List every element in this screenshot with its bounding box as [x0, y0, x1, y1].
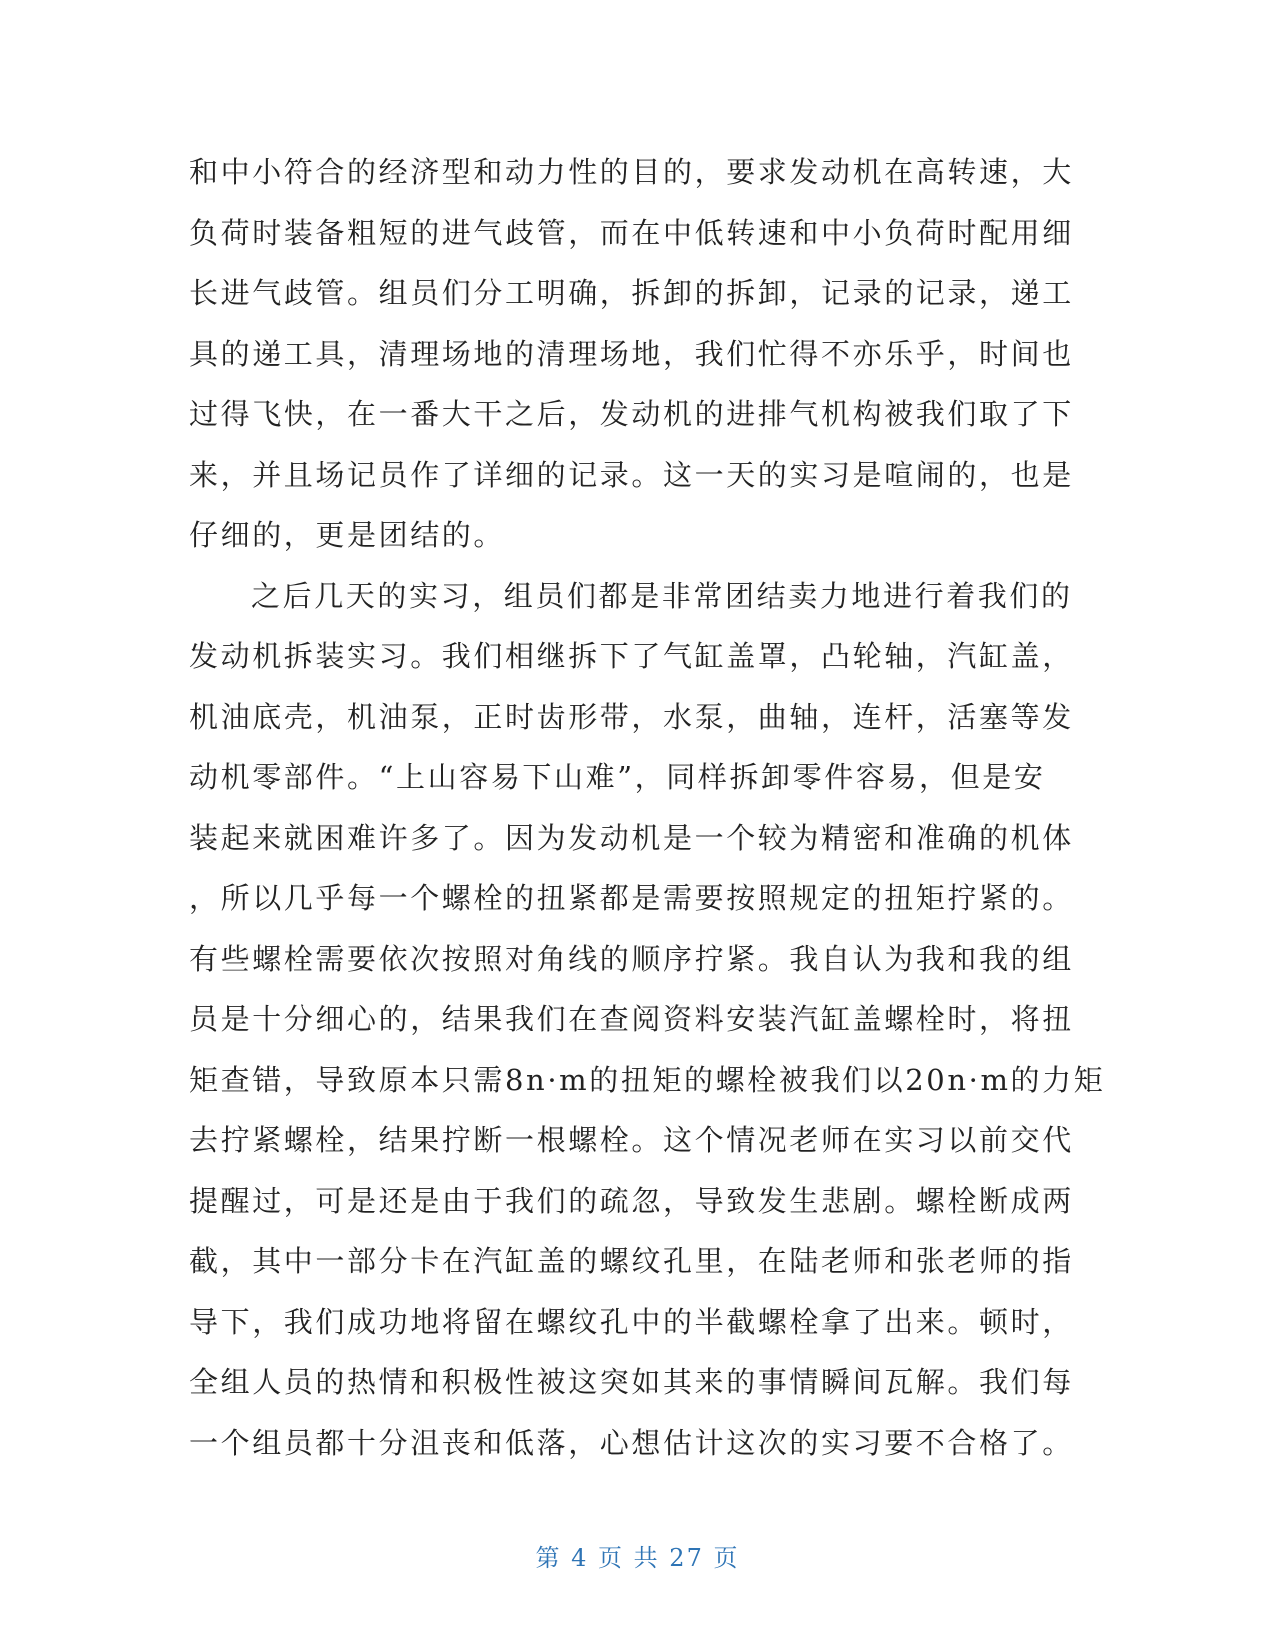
- text-line: 之后几天的实习，组员们都是非常团结卖力地进行着我们的: [251, 578, 1073, 613]
- text-line: 员是十分细心的，结果我们在查阅资料安装汽缸盖螺栓时，将扭: [189, 1002, 1074, 1036]
- paragraph-continued: [189, 142, 1089, 566]
- text-line: 机油底壳，机油泵，正时齿形带，水泵，曲轴，连杆，活塞等发: [189, 699, 1074, 734]
- text-line: 导下，我们成功地将留在螺纹孔中的半截螺栓拿了出来。顿时，: [189, 1304, 1074, 1339]
- text-line: 负荷时装备粗短的进气歧管，而在中低转速和中小负荷时配用细: [189, 215, 1074, 250]
- text-line: 矩查错，导致原本只需8n·m的扭矩的螺栓被我们以20n·m的力矩: [189, 1062, 1106, 1097]
- text-line: 有些螺栓需要依次按照对角线的顺序拧紧。我自认为我和我的组: [189, 941, 1074, 976]
- text-line: 提醒过，可是还是由于我们的疏忽，导致发生悲剧。螺栓断成两: [189, 1183, 1074, 1218]
- text-line: 一个组员都十分沮丧和低落，心想估计这次的实习要不合格了。: [189, 1425, 1074, 1460]
- text-line: 截，其中一部分卡在汽缸盖的螺纹孔里，在陆老师和张老师的指: [189, 1244, 1074, 1278]
- body-text: [189, 142, 1106, 1473]
- text-line: 具的递工具，清理场地的清理场地，我们忙得不亦乐乎，时间也: [189, 336, 1074, 371]
- page-number-footer: 第 4 页 共 27 页: [535, 1544, 740, 1572]
- text-line: 装起来就困难许多了。因为发动机是一个较为精密和准确的机体: [189, 820, 1074, 855]
- text-line: 过得飞快，在一番大干之后，发动机的进排气机构被我们取了下: [189, 397, 1074, 431]
- text-line: 长进气歧管。组员们分工明确，拆卸的拆卸，记录的记录，递工: [189, 276, 1074, 310]
- text-line: 来，并且场记员作了详细的记录。这一天的实习是喧闹的，也是: [189, 457, 1074, 492]
- text-line: 发动机拆装实习。我们相继拆下了气缸盖罩，凸轮轴，汽缸盖，: [189, 639, 1074, 673]
- text-line: 仔细的，更是团结的。: [189, 518, 506, 552]
- text-line: ，所以几乎每一个螺栓的扭紧都是需要按照规定的扭矩拧紧的。: [189, 881, 1074, 915]
- text-line: 去拧紧螺栓，结果拧断一根螺栓。这个情况老师在实习以前交代: [189, 1123, 1074, 1157]
- text-line: 动机零部件。“上山容易下山难”，同样拆卸零件容易，但是安: [189, 760, 1046, 794]
- paragraph-2: [189, 566, 1106, 1474]
- text-line: 全组人员的热情和积极性被这突如其来的事情瞬间瓦解。我们每: [189, 1365, 1074, 1399]
- text-line: 和中小符合的经济型和动力性的目的，要求发动机在高转速，大: [189, 155, 1074, 189]
